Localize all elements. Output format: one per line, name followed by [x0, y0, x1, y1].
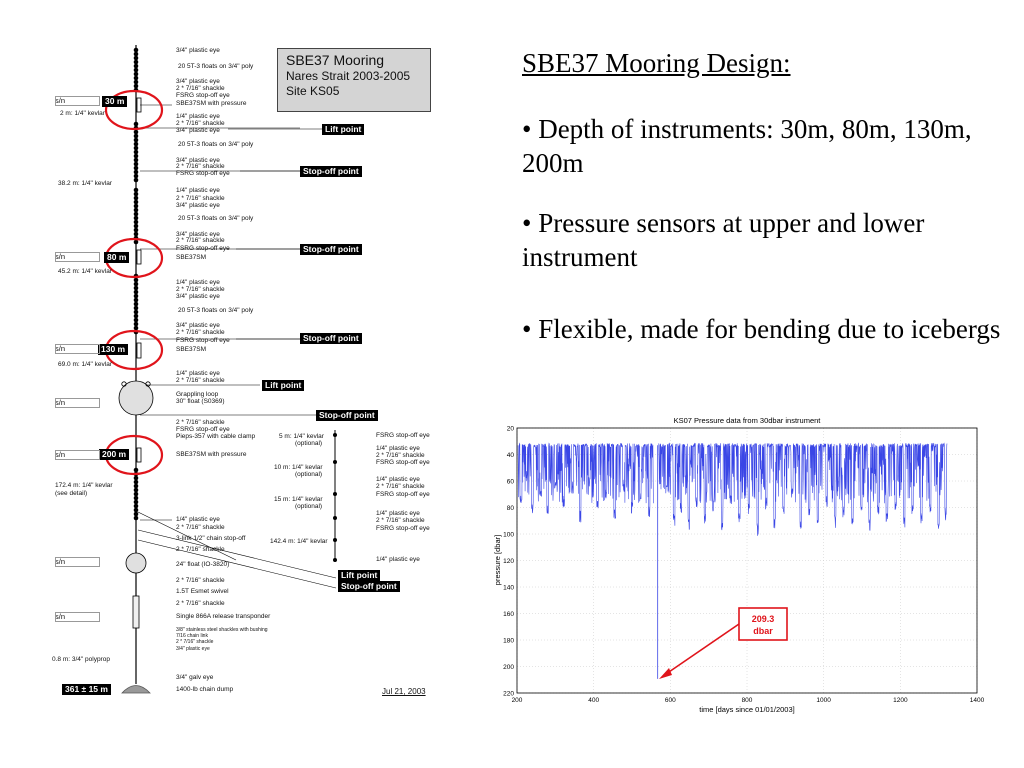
- sn-box: [55, 557, 100, 567]
- y-tick-label: 80: [506, 505, 514, 512]
- component-label: 3-link 1/2" chain stop-off: [176, 535, 246, 542]
- float-bead: [134, 76, 139, 81]
- float-bead: [134, 216, 139, 221]
- detail-label: FSRG stop-off eye: [376, 432, 430, 439]
- detail-bead: [333, 516, 337, 520]
- component-label: 2 * 7/16" shackle: [176, 237, 225, 244]
- float-bead: [134, 484, 139, 489]
- chart-series: [518, 443, 947, 679]
- pressure-chart: [490, 412, 990, 722]
- float-bead: [134, 314, 139, 319]
- component-label: 1/4" plastic eye: [176, 113, 220, 120]
- float-bead: [134, 204, 139, 209]
- float-bead: [134, 64, 139, 69]
- depth-box-200m: 200 m: [99, 449, 129, 460]
- component-label: 1/4" plastic eye: [176, 187, 220, 194]
- x-tick-label: 800: [741, 697, 753, 704]
- y-tick-label: 20: [506, 425, 514, 433]
- y-tick-label: 200: [503, 664, 514, 671]
- float-bead: [134, 512, 139, 517]
- component-label: Pieps-357 with cable clamp: [176, 433, 256, 440]
- float-bead: [134, 228, 139, 233]
- component-label: 1/4" plastic eye: [176, 279, 220, 286]
- component-label: 7/16 chain link: [176, 633, 208, 639]
- float-bead: [134, 146, 139, 151]
- component-label: 3/4" plastic eye: [176, 293, 220, 300]
- float-bead: [134, 500, 139, 505]
- float-bead: [134, 310, 139, 315]
- component-label: 3/4" plastic eye: [176, 202, 220, 209]
- float-bead: [134, 476, 139, 481]
- diagram-date: Jul 21, 2003: [382, 687, 426, 696]
- float-bead: [134, 306, 139, 311]
- depth-box-80m: 80 m: [104, 252, 129, 263]
- component-label: SBE37SM: [176, 346, 206, 353]
- x-tick-label: 1000: [816, 697, 831, 704]
- component-label: 3/4" plastic eye: [176, 78, 220, 85]
- sn-label: s/n: [55, 450, 66, 459]
- chart-title: KS07 Pressure data from 30dbar instrument: [673, 416, 821, 425]
- component-label: SBE37SM with pressure: [176, 100, 247, 107]
- float-bead: [134, 326, 139, 331]
- component-label: SBE37SM: [176, 254, 206, 261]
- detail-label: 142.4 m: 1/4" kevlar: [270, 538, 328, 545]
- float-bead: [134, 208, 139, 213]
- float-bead: [134, 318, 139, 323]
- x-axis-label: time [days since 01/01/2003]: [699, 705, 795, 714]
- component-label: 2 * 7/16" shackle: [176, 163, 225, 170]
- detail-label: 15 m: 1/4" kevlar: [274, 496, 323, 503]
- float-bead: [134, 150, 139, 155]
- component-label: 20 5T-3 floats on 3/4" poly: [178, 141, 254, 148]
- component-label: 2 * 7/16" shackle: [176, 600, 225, 607]
- y-tick-label: 40: [506, 452, 514, 459]
- float-bead: [134, 138, 139, 143]
- line-label: 2 m: 1/4" kevlar: [60, 110, 105, 117]
- component-label: 2 * 7/16" shackle: [176, 577, 225, 584]
- component-label: 2 * 7/16" shackle: [176, 286, 225, 293]
- component-label: 3/4" plastic eye: [176, 157, 220, 164]
- component-label: 30" float (S0369): [176, 398, 225, 405]
- detail-label: 1/4" plastic eye: [376, 445, 420, 452]
- x-tick-label: 1200: [893, 697, 908, 704]
- detail-label: 5 m: 1/4" kevlar: [279, 433, 324, 440]
- chain-dump: [122, 686, 150, 694]
- component-label: 1.5T Esmet swivel: [176, 588, 229, 595]
- instrument-body: [137, 448, 141, 462]
- float-bead: [134, 130, 139, 135]
- float-bead: [134, 488, 139, 493]
- component-label: 1/4" plastic eye: [176, 370, 220, 377]
- float-bead: [134, 480, 139, 485]
- annotation-value: 209.3: [751, 614, 775, 624]
- detail-label: 2 * 7/16" shackle: [376, 452, 425, 459]
- float-bead: [134, 224, 139, 229]
- sn-box: [55, 398, 100, 408]
- float-24in: [126, 553, 146, 573]
- x-tick-label: 600: [664, 697, 676, 704]
- stop-off-point-callout: Stop-off point: [300, 166, 362, 177]
- float-bead: [134, 278, 139, 283]
- detail-bead: [333, 433, 337, 437]
- detail-label: FSRG stop-off eye: [376, 491, 430, 498]
- component-label: 24" float (IO-3820): [176, 561, 230, 568]
- detail-bead: [333, 538, 337, 542]
- component-label: 2 * 7/16" shackle: [176, 85, 225, 92]
- component-label: 1/4" plastic eye: [176, 516, 220, 523]
- component-label: 3/4" plastic eye: [176, 127, 220, 134]
- bullet-pressure: • Pressure sensors at upper and lower instrument: [522, 208, 925, 272]
- float-bead: [134, 196, 139, 201]
- component-label: 1400-lb chain dump: [176, 686, 234, 693]
- detail-label: 1/4" plastic eye: [376, 476, 420, 483]
- sn-box: [55, 612, 100, 622]
- sn-box: [55, 252, 100, 262]
- float-bead: [134, 240, 139, 245]
- annotation-arrowhead: [659, 668, 672, 679]
- detail-lead: [138, 540, 336, 588]
- y-tick-label: 140: [503, 584, 514, 592]
- line-label: 0.8 m: 3/4" polyprop: [52, 656, 110, 663]
- sn-label: s/n: [55, 398, 66, 407]
- float-bead: [134, 68, 139, 73]
- line-label: 38.2 m: 1/4" kevlar: [58, 180, 112, 187]
- stop-off-point-callout: Stop-off point: [300, 244, 362, 255]
- diagram-title-box: [277, 48, 431, 112]
- float-bead: [134, 60, 139, 65]
- float-bead: [134, 220, 139, 225]
- float-bead: [134, 48, 139, 53]
- float-bead: [134, 212, 139, 217]
- float-bead: [134, 492, 139, 497]
- detail-label: FSRG stop-off eye: [376, 459, 430, 466]
- diagram-site: Site KS05: [286, 84, 340, 98]
- sn-box: [55, 344, 100, 354]
- lift-point-callout: Lift point: [262, 380, 304, 391]
- float-bead: [134, 134, 139, 139]
- component-label: 2 * 7/16" shackle: [176, 195, 225, 202]
- float-bead: [134, 508, 139, 513]
- float-bead: [134, 302, 139, 307]
- sn-label: s/n: [55, 557, 66, 566]
- line-label: 172.4 m: 1/4" kevlar: [55, 482, 113, 489]
- y-tick-label: 120: [503, 558, 514, 565]
- stop-off-point-callout: Stop-off point: [316, 410, 378, 421]
- diagram-title: SBE37 Mooring: [286, 52, 385, 68]
- component-label: 3/4" plastic eye: [176, 47, 220, 54]
- float-bead: [134, 322, 139, 327]
- detail-label: 10 m: 1/4" kevlar: [274, 464, 323, 471]
- component-label: 3/4" galv eye: [176, 674, 214, 681]
- component-label: 2 * 7/16" shackle: [176, 524, 225, 531]
- lift-point-callout: Lift point: [322, 124, 364, 135]
- float-bead: [134, 294, 139, 299]
- float-bead: [134, 162, 139, 167]
- instrument-body: [137, 343, 141, 358]
- lift-point-callout: Lift point: [338, 570, 380, 581]
- component-label: Single 866A release transponder: [176, 613, 271, 620]
- float-bead: [134, 142, 139, 147]
- component-label: 2 * 7/16" shackle: [176, 639, 214, 645]
- detail-label: 2 * 7/16" shackle: [376, 517, 425, 524]
- float-bead: [134, 298, 139, 303]
- float-bead: [134, 174, 139, 179]
- y-tick-label: 60: [506, 478, 514, 486]
- component-label: 3/4" plastic eye: [176, 646, 210, 652]
- detail-label: 1/4" plastic eye: [376, 556, 420, 563]
- component-label: FSRG stop-off eye: [176, 92, 230, 99]
- line-label: 45.2 m: 1/4" kevlar: [58, 268, 112, 275]
- float-bead: [134, 166, 139, 171]
- float-bead: [134, 232, 139, 237]
- float-bead: [134, 122, 139, 127]
- component-label: 2 * 7/16" shackle: [176, 419, 225, 426]
- component-label: 2 * 7/16" shackle: [176, 377, 225, 384]
- detail-label: (optional): [295, 440, 323, 447]
- float-bead: [134, 154, 139, 159]
- x-tick-label: 200: [511, 697, 523, 704]
- y-tick-label: 220: [503, 690, 514, 698]
- slide-heading: SBE37 Mooring Design:: [522, 48, 791, 78]
- detail-label: 1/4" plastic eye: [376, 510, 420, 517]
- sn-label: s/n: [55, 344, 66, 353]
- component-label: FSRG stop-off eye: [176, 337, 230, 344]
- instrument-body: [137, 250, 141, 264]
- float-bead: [134, 200, 139, 205]
- component-label: 20 5T-3 floats on 3/4" poly: [178, 63, 254, 70]
- float-bead: [134, 290, 139, 295]
- pressure-series-line: [659, 443, 947, 536]
- float-bead: [134, 56, 139, 61]
- sn-box: [55, 450, 100, 460]
- float-bead: [134, 72, 139, 77]
- y-axis-label: pressure [dbar]: [493, 534, 502, 586]
- detail-bead: [333, 460, 337, 464]
- component-label: FSRG stop-off eye: [176, 170, 230, 177]
- float-bead: [134, 496, 139, 501]
- x-tick-label: 1400: [969, 697, 985, 704]
- float-bead: [134, 52, 139, 57]
- float-bead: [134, 80, 139, 85]
- float-bead: [134, 192, 139, 197]
- depth-box-130m: 130 m: [98, 344, 128, 355]
- depth-box-30m: 30 m: [102, 96, 127, 107]
- detail-label: 2 * 7/16" shackle: [376, 483, 425, 490]
- component-label: 20 5T-3 floats on 3/4" poly: [178, 215, 254, 222]
- float-bead: [134, 84, 139, 89]
- component-label: FSRG stop-off eye: [176, 245, 230, 252]
- float-bead: [134, 468, 139, 473]
- float-bead: [134, 188, 139, 193]
- bullet-depths: • Depth of instruments: 30m, 80m, 130m, 200m: [522, 114, 972, 178]
- float-bead: [134, 286, 139, 291]
- component-label: 3/4" plastic eye: [176, 231, 220, 238]
- component-label: FSRG stop-off eye: [176, 426, 230, 433]
- line-label: (see detail): [55, 490, 88, 497]
- sn-label: s/n: [55, 252, 66, 261]
- detail-bead: [333, 558, 337, 562]
- y-tick-label: 160: [503, 611, 514, 618]
- detail-label: FSRG stop-off eye: [376, 525, 430, 532]
- annotation-arrow: [666, 624, 739, 674]
- stop-off-point-callout: Stop-off point: [338, 581, 400, 592]
- bullet-flexible: • Flexible, made for bending due to icebergs: [522, 314, 1001, 344]
- component-label: 3/4" plastic eye: [176, 322, 220, 329]
- sn-label: s/n: [55, 96, 66, 105]
- component-label: 2 * 7/16" shackle: [176, 329, 225, 336]
- float-bead: [134, 282, 139, 287]
- component-label: 3/8" stainless steel shackles with bushing: [176, 627, 268, 633]
- component-label: 2 * 7/16" shackle: [176, 120, 225, 127]
- float-bead: [134, 158, 139, 163]
- y-tick-label: 180: [503, 637, 514, 645]
- annotation-unit: dbar: [753, 626, 773, 636]
- detail-bead: [333, 492, 337, 496]
- y-tick-label: 100: [503, 531, 514, 539]
- component-label: 20 5T-3 floats on 3/4" poly: [178, 307, 254, 314]
- float-bead: [134, 504, 139, 509]
- component-label: 2 * 7/16" shackle: [176, 546, 225, 553]
- pressure-series-line: [518, 443, 653, 522]
- component-label: SBE37SM with pressure: [176, 451, 247, 458]
- detail-label: (optional): [295, 503, 323, 510]
- x-tick-label: 400: [588, 697, 600, 704]
- line-label: 69.0 m: 1/4" kevlar: [58, 361, 112, 368]
- sn-label: s/n: [55, 612, 66, 621]
- float-bead: [134, 516, 139, 521]
- detail-label: (optional): [295, 471, 323, 478]
- diagram-subtitle: Nares Strait 2003-2005: [286, 69, 411, 83]
- bottom-depth-box: 361 ± 15 m: [62, 684, 111, 695]
- sn-box: [55, 96, 100, 106]
- float-bead: [134, 170, 139, 175]
- float-bead: [134, 178, 139, 183]
- stop-off-point-callout: Stop-off point: [300, 333, 362, 344]
- component-label: Grappling loop: [176, 391, 219, 398]
- release-transponder: [133, 596, 139, 628]
